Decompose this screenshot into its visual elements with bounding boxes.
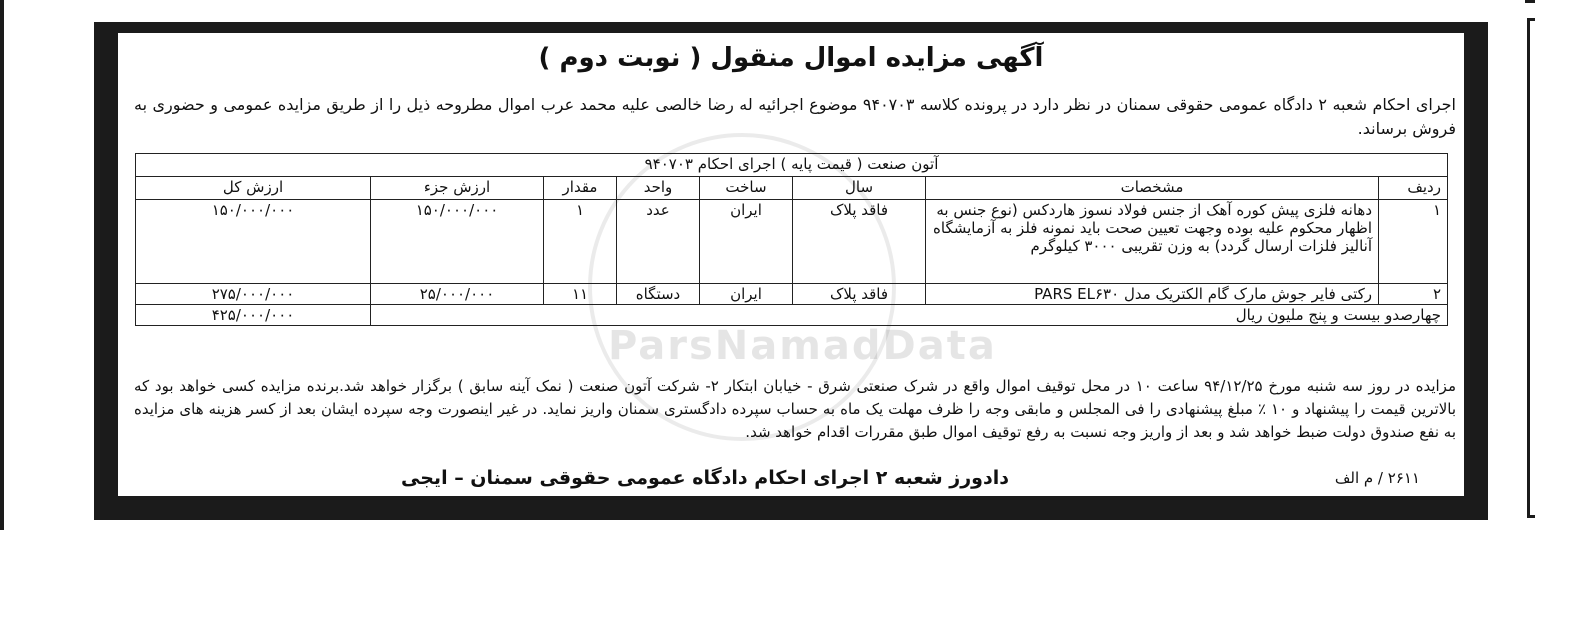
cell-year: فاقد پلاک	[793, 284, 926, 305]
cell-qty: ۱۱	[544, 284, 617, 305]
cell-total-value: ۲۷۵/۰۰۰/۰۰۰	[136, 284, 371, 305]
header-unit: واحد	[617, 177, 700, 200]
intro-paragraph: اجرای احکام شعبه ۲ دادگاه عمومی حقوقی سمنان در نظر دارد در پرونده کلاسه ۹۴۰۷۰۳ موضوع اجرائیه له رضا خالصی علیه محمد عرب اموال مطروحه ذیل را از طریق مزایده عمومی و حضوری به فروش برساند.	[134, 95, 1457, 138]
header-make: ساخت	[700, 177, 793, 200]
ad-content	[118, 33, 1464, 496]
cell-make: ایران	[700, 284, 793, 305]
page-edge-mark	[0, 0, 4, 530]
cell-make: ایران	[700, 200, 793, 284]
header-qty: مقدار	[544, 177, 617, 200]
items-table	[135, 153, 1448, 326]
header-row: ردیف	[1379, 177, 1448, 200]
table-row	[136, 200, 1448, 284]
header-total-value: ارزش کل	[136, 177, 371, 200]
header-year: سال	[793, 177, 926, 200]
table-row	[136, 284, 1448, 305]
cell-unit: عدد	[617, 200, 700, 284]
total-in-words: چهارصدو بیست و پنج ملیون ریال	[371, 305, 1448, 326]
signature-line: دادورز شعبه ۲ اجرای احکام دادگاه عمومی حقوقی سمنان – ایجی	[401, 467, 1009, 489]
cell-year: فاقد پلاک	[793, 200, 926, 284]
margin-bracket-cap-top	[1527, 18, 1535, 21]
table-caption: آتون صنعت ( قیمت پایه ) اجرای احکام ۹۴۰۷۰۳	[136, 154, 1448, 177]
cell-row: ۲	[1379, 284, 1448, 305]
corner-mark	[1525, 0, 1535, 3]
cell-unit: دستگاه	[617, 284, 700, 305]
cell-total-value: ۱۵۰/۰۰۰/۰۰۰	[136, 200, 371, 284]
margin-bracket	[1527, 18, 1530, 518]
ad-title: آگهی مزایده اموال منقول ( نوبت دوم )	[538, 43, 1044, 73]
header-unit-value: ارزش جزء	[371, 177, 544, 200]
cell-unit-value: ۲۵/۰۰۰/۰۰۰	[371, 284, 544, 305]
conditions-paragraph: مزایده در روز سه شنبه مورخ ۹۴/۱۲/۲۵ ساعت ۱۰ در محل توقیف اموال واقع در شرک صنعتی شرق - خیابان ابتکار ۲- شرکت آتون صنعت ( نمک آینه سابق ) برگزار خواهد شد.برنده مزایده کسی خواهد بود که بالاترین قیمت را پیشنهاد و ۱۰ ٪ مبلغ پیشنهادی را فی المجلس و مابقی وجه را ظرف مهلت یک ماه به حساب سپرده دادگستری سمنان واریز نماید. در غیر اینصورت وجه سپرده ایشان بعد از کسر هزینه های مزایده به نفع صندوق دولت ضبط خواهد شد و بعد از واریز وجه نسبت به رفع توقیف اموال طبق مقررات اقدام خواهد شد.	[134, 377, 1456, 441]
reference-number: ۲۶۱۱ / م الف	[1334, 469, 1420, 487]
cell-qty: ۱	[544, 200, 617, 284]
cell-unit-value: ۱۵۰/۰۰۰/۰۰۰	[371, 200, 544, 284]
total-amount: ۴۲۵/۰۰۰/۰۰۰	[136, 305, 371, 326]
cell-spec: رکتی فایر جوش مارک گام الکتریک مدل PARS EL۶۳۰	[926, 284, 1379, 305]
table-total-row	[136, 305, 1448, 326]
cell-row: ۱	[1379, 200, 1448, 284]
margin-bracket-cap-bottom	[1527, 515, 1535, 518]
header-spec: مشخصات	[926, 177, 1379, 200]
watermark-text: ParsNamadData	[608, 323, 997, 369]
cell-spec: دهانه فلزی پیش کوره آهک از جنس فولاد نسوز هاردکس (نوع جنس به اظهار محکوم علیه بوده وجهت تعیین صحت باید نمونه فلز به آزمایشگاه آنالیز فلزات ارسال گردد) به وزن تقریبی ۳۰۰۰ کیلوگرم	[926, 200, 1379, 284]
